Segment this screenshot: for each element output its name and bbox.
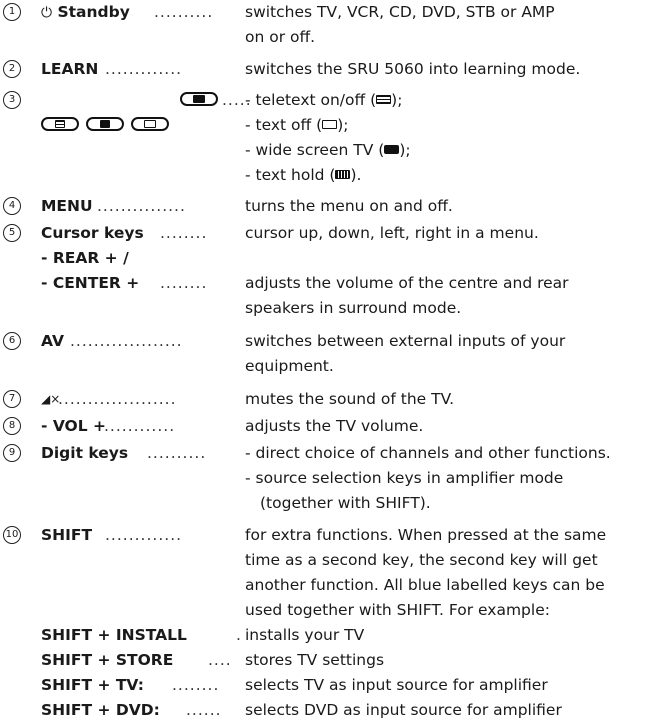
text-off-button-icon (131, 117, 169, 131)
item-menu (0, 194, 646, 218)
item-description: adjusts the TV volume. (245, 417, 424, 435)
item-description: installs your TV (245, 626, 365, 644)
item-description: speakers in surround mode. (245, 299, 462, 317)
item-number: 10 (3, 526, 21, 544)
item-text-hold (0, 163, 646, 187)
item-description: cursor up, down, left, right in a menu. (245, 224, 539, 242)
item-description: time as a second key, the second key will get (245, 551, 598, 569)
item-digit-keys (0, 441, 646, 465)
item-shift-cont3 (0, 598, 646, 622)
item-description: selects TV as input source for amplifier (245, 676, 548, 694)
item-number: 6 (3, 332, 21, 350)
item-number: 7 (3, 390, 21, 408)
item-description: - wide screen TV ( ); (245, 141, 411, 159)
item-teletext (0, 88, 646, 112)
item-description: turns the menu on and off. (245, 197, 453, 215)
item-description: switches the SRU 5060 into learning mode. (245, 60, 581, 78)
leader-dots: .................... (58, 390, 177, 408)
item-number: 2 (3, 60, 21, 78)
item-label: SHIFT + STORE (41, 651, 174, 669)
item-shift-cont2 (0, 573, 646, 597)
item-number: 4 (3, 197, 21, 215)
item-digit-keys-cont2 (0, 491, 646, 515)
item-number: 9 (3, 444, 21, 462)
mute-icon: ◢× (41, 392, 61, 406)
item-description: used together with SHIFT. For example: (245, 601, 550, 619)
item-description: - source selection keys in amplifier mode (245, 469, 564, 487)
leader-dots: ................... (70, 332, 183, 350)
item-center (0, 271, 646, 295)
item-description: another function. All blue labelled keys can be (245, 576, 605, 594)
text-hold-button-icon (86, 117, 124, 131)
item-description: mutes the sound of the TV. (245, 390, 455, 408)
item-label: SHIFT + DVD: (41, 701, 160, 719)
item-description: - direct choice of channels and other functions. (245, 444, 611, 462)
item-label: Cursor keys (41, 224, 144, 242)
item-description: (together with SHIFT). (260, 494, 431, 512)
item-description: stores TV settings (245, 651, 385, 669)
leader-dots: ........ (172, 676, 220, 694)
item-label: SHIFT + TV: (41, 676, 144, 694)
leader-dots: .......... (147, 444, 207, 462)
item-description: equipment. (245, 357, 334, 375)
item-standby-cont (0, 25, 646, 49)
leader-dots: .... (208, 651, 232, 669)
item-label: MENU (41, 197, 93, 215)
power-icon: ⏻ (41, 5, 53, 21)
item-standby (0, 0, 646, 24)
item-label: Digit keys (41, 444, 129, 462)
text-off-icon (322, 120, 337, 129)
item-label: ⏻ Standby (41, 3, 130, 21)
item-number: 1 (3, 3, 21, 21)
item-shift-tv (0, 673, 646, 697)
item-number: 5 (3, 224, 21, 242)
text-hold-icon (335, 170, 350, 179)
leader-dots: . (236, 626, 242, 644)
item-number: 8 (3, 417, 21, 435)
leader-dots: ............. (105, 60, 183, 78)
leader-dots: ........ (160, 274, 208, 292)
leader-dots: ..... (222, 91, 252, 109)
item-description: - text hold ( ). (245, 166, 362, 184)
item-description: for extra functions. When pressed at the same (245, 526, 607, 544)
item-digit-keys-cont (0, 466, 646, 490)
leader-dots: ............. (105, 526, 183, 544)
teletext-icon (376, 95, 391, 104)
item-label: - VOL + (41, 417, 106, 435)
item-label: SHIFT + INSTALL (41, 626, 187, 644)
item-center-cont (0, 296, 646, 320)
item-description: - teletext on/off ( ); (245, 91, 403, 109)
item-description: adjusts the volume of the centre and rear (245, 274, 569, 292)
leader-dots: ........ (160, 224, 208, 242)
item-description: on or off. (245, 28, 316, 46)
item-label: - REAR + / (41, 249, 129, 267)
item-shift-cont1 (0, 548, 646, 572)
item-rear (0, 246, 646, 270)
item-label: LEARN (41, 60, 99, 78)
leader-dots: ...... (186, 701, 222, 719)
item-description: switches between external inputs of your (245, 332, 566, 350)
item-text-off (0, 113, 646, 137)
leader-dots: ............ (104, 417, 176, 435)
item-learn (0, 57, 646, 81)
item-mute (0, 387, 646, 411)
wide-screen-button-icon (180, 92, 218, 106)
item-shift-dvd (0, 698, 646, 722)
item-volume (0, 414, 646, 438)
teletext-button-icon (41, 117, 79, 131)
item-label: - CENTER + (41, 274, 140, 292)
item-description: switches TV, VCR, CD, DVD, STB or AMP (245, 3, 555, 21)
item-shift (0, 523, 646, 547)
item-av (0, 329, 646, 353)
item-label: SHIFT (41, 526, 93, 544)
item-description: selects DVD as input source for amplifier (245, 701, 562, 719)
item-shift-store (0, 648, 646, 672)
item-cursor-keys (0, 221, 646, 245)
item-av-cont (0, 354, 646, 378)
item-wide-screen (0, 138, 646, 162)
item-label: AV (41, 332, 64, 350)
wide-screen-icon (384, 145, 399, 154)
item-description: - text off ( ); (245, 116, 349, 134)
item-shift-install (0, 623, 646, 647)
item-number: 3 (3, 91, 21, 109)
leader-dots: .......... (154, 3, 214, 21)
leader-dots: ............... (97, 197, 186, 215)
